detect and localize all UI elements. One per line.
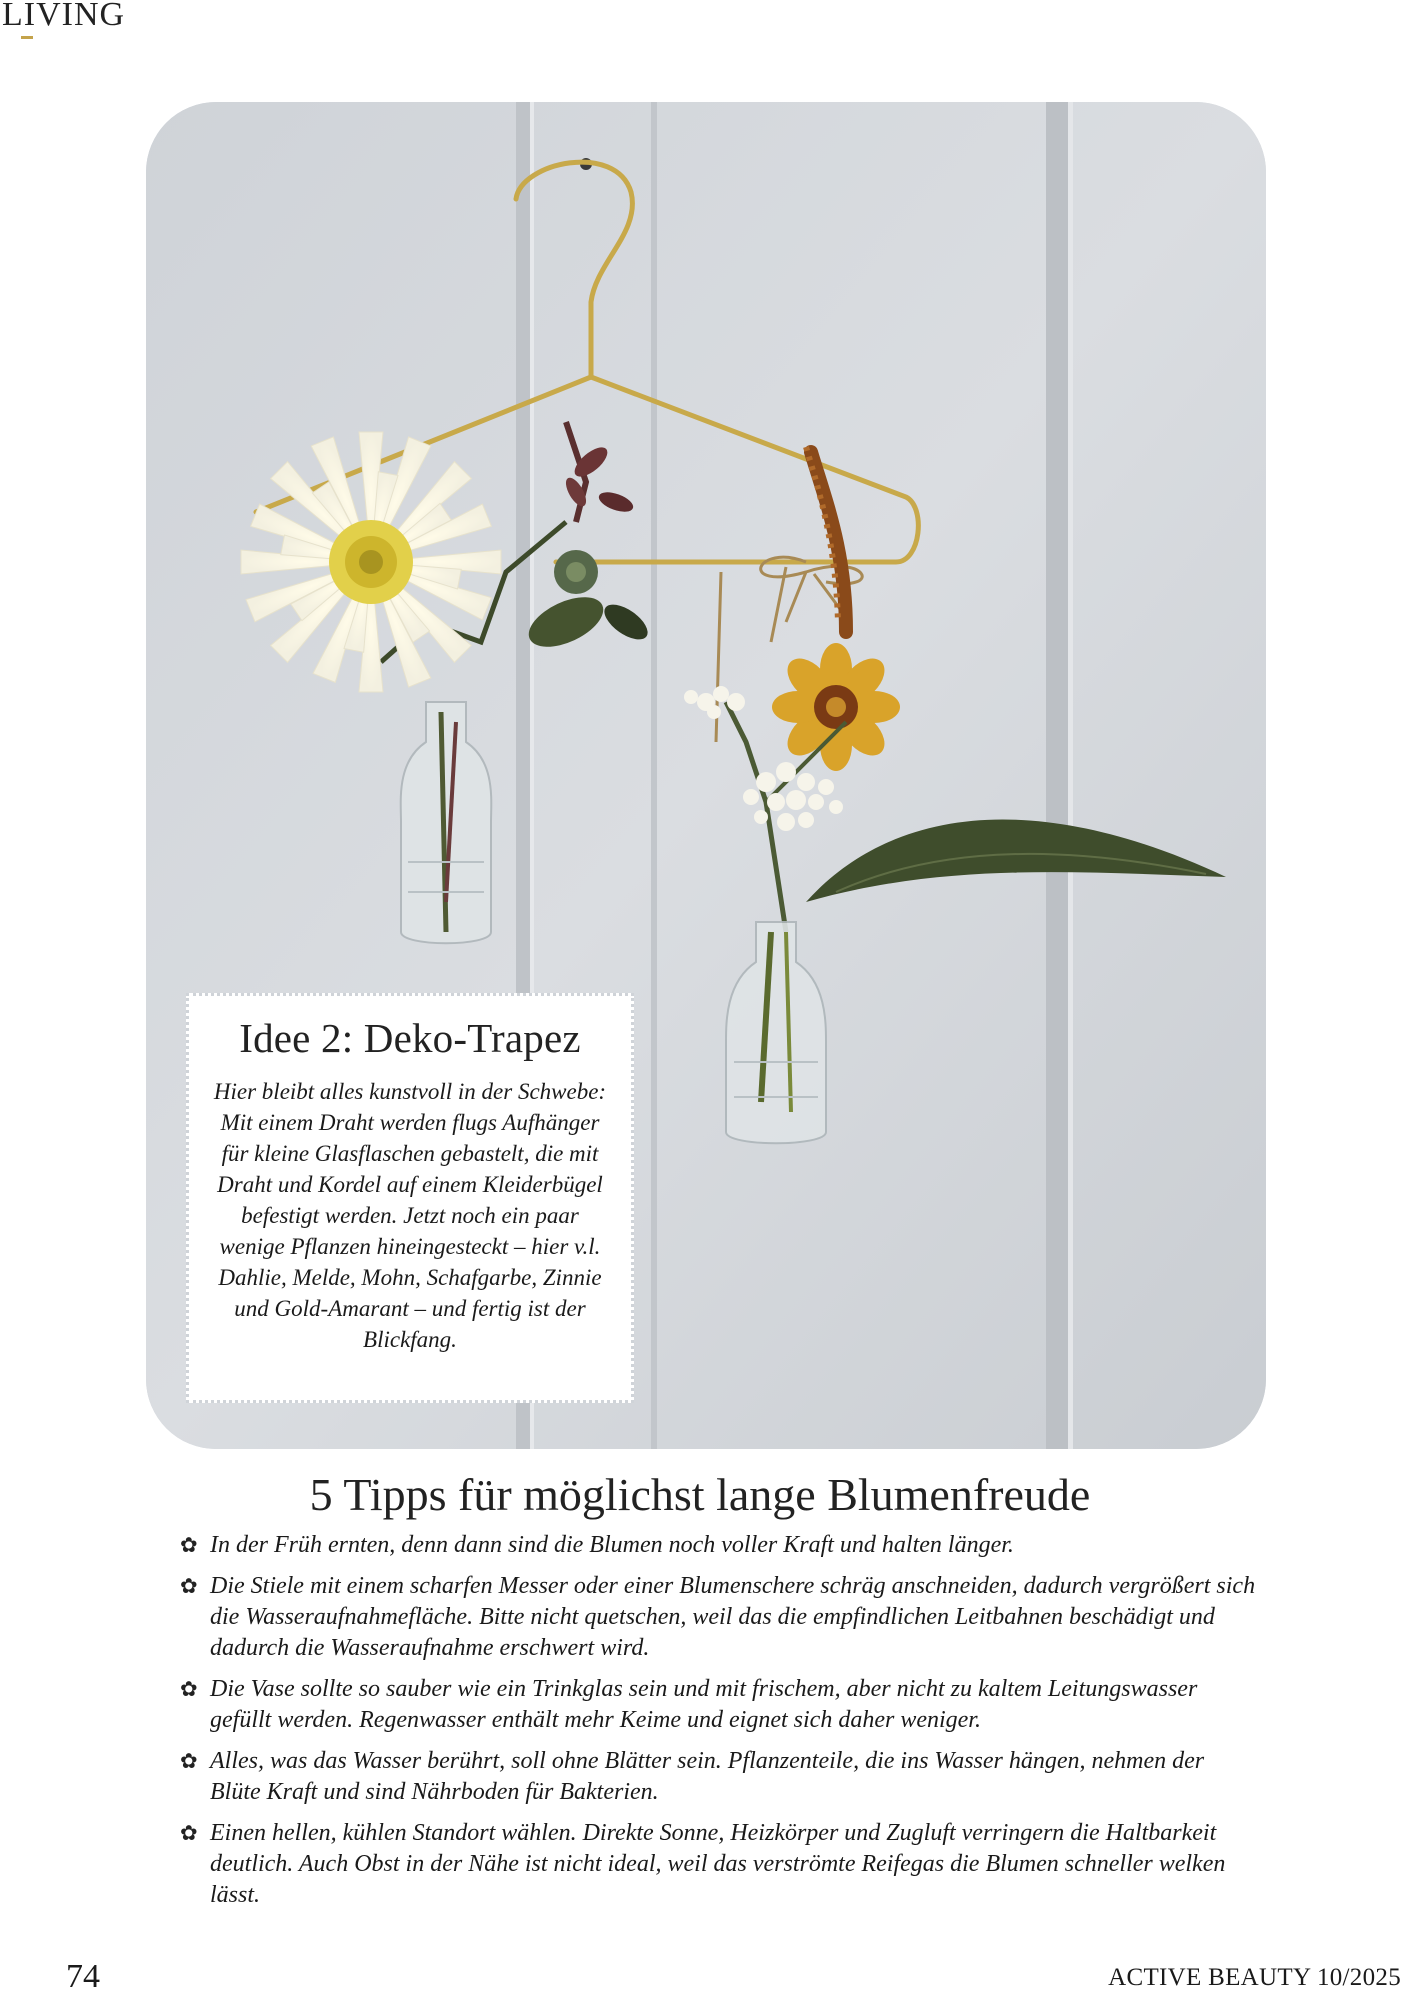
flower-bullet-icon: ✿ — [180, 1821, 198, 1845]
tip-text: In der Früh ernten, denn dann sind die Blumen noch voller Kraft und halten länger. — [210, 1532, 1014, 1558]
tip-text: Einen hellen, kühlen Standort wählen. Direkte Sonne, Heizkörper und Zugluft verringern die Haltbarkeit deutlich. Auch Obst in der Nähe ist nicht ideal, weil das verströmte Reifegas die Blumen schneller welken lässt. — [210, 1820, 1226, 1908]
flower-bullet-icon: ✿ — [180, 1749, 198, 1773]
zinnia-flower-icon — [772, 643, 900, 771]
dahlia-flower-icon — [241, 432, 501, 692]
flower-bullet-icon: ✿ — [180, 1677, 198, 1701]
tip-item — [180, 1746, 1260, 1808]
tip-text: Die Stiele mit einem scharfen Messer oder einer Blumenschere schräg anschneiden, dadurch vergrößert sich die Wasseraufnahmefläche. Bitte nicht quetschen, weil das die empfindlichen Leitbahnen beschädigt und dadurch die Wasseraufnahme erschwert wird. — [210, 1573, 1256, 1661]
tip-item — [180, 1674, 1260, 1736]
tip-item — [180, 1818, 1260, 1911]
tips-heading: 5 Tipps für möglichst lange Blumenfreude — [309, 1469, 1091, 1520]
idea-infobox — [186, 993, 634, 1403]
infobox-body: Hier bleibt alles kunstvoll in der Schwebe: Mit einem Draht werden flugs Aufhänger für kleine Glasflaschen gebastelt, die mit Draht und Kordel auf einem Kleiderbügel befestigt werden. Jetzt noch ein paar wenige Pflanzen hineingesteckt – hier v.l. Dahlie, Melde, Mohn, Schafgarbe, Zinnie und Gold-Amarant – und fertig ist der Blickfang. — [213, 1079, 607, 1352]
section-label — [2, 0, 125, 34]
tip-text: Alles, was das Wasser berührt, soll ohne Blätter sein. Pflanzenteile, die ins Wasser hängen, nehmen der Blüte Kraft und sind Nährboden für Bakterien. — [210, 1748, 1205, 1805]
tips-list — [180, 1530, 1260, 1921]
tip-item — [180, 1571, 1260, 1664]
tip-text: Die Vase sollte so sauber wie ein Trinkglas sein und mit frischem, aber nicht zu kaltem Leitungswasser gefüllt werden. Regenwasser enthält mehr Keime und eignet sich daher weniger. — [210, 1676, 1198, 1733]
section-title: LIVING — [2, 0, 126, 33]
section-accent-mark — [21, 36, 33, 39]
infobox-title: Idee 2: Deko-Trapez — [239, 1015, 581, 1061]
tip-item — [180, 1530, 1260, 1561]
issue-label: ACTIVE BEAUTY 10/2025 — [1108, 1964, 1401, 1991]
flower-bullet-icon: ✿ — [180, 1533, 198, 1557]
page-number: 74 — [66, 1958, 100, 1995]
flower-bullet-icon: ✿ — [180, 1574, 198, 1598]
